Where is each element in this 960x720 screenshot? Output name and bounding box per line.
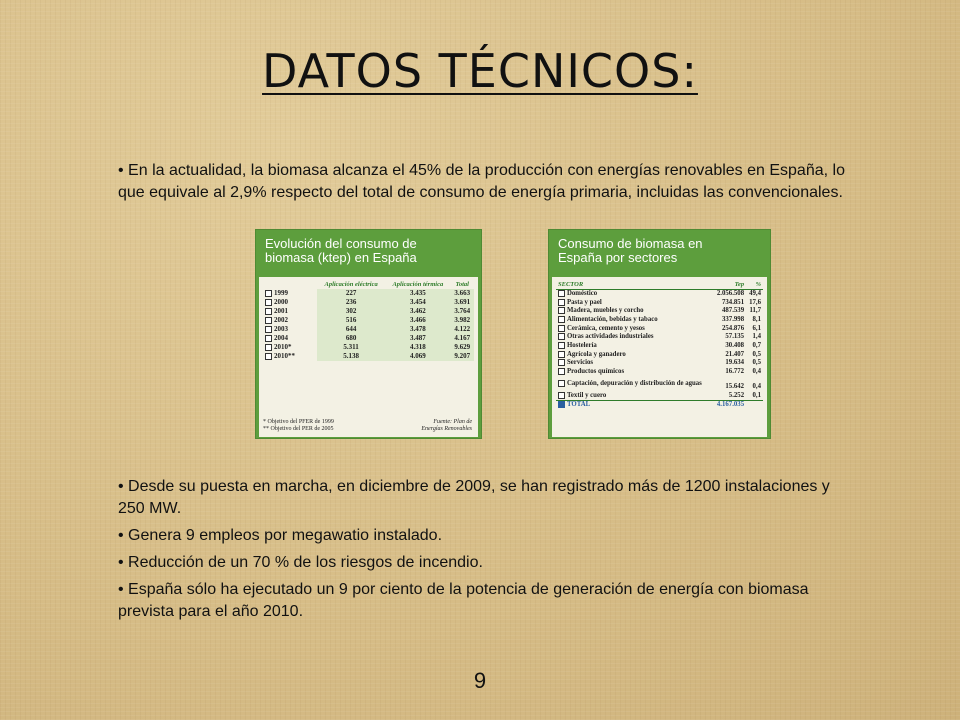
table1-row <box>263 289 474 298</box>
pct-cell: 1,4 <box>752 333 761 341</box>
biomass-evolution-table-image <box>256 230 481 438</box>
tep-cell: 2.056.508 <box>716 290 745 298</box>
table1-body <box>259 277 478 437</box>
bullet-item: • Genera 9 empleos por megawatio instalado. <box>118 527 443 544</box>
tep-cell: 337.998 <box>722 316 745 323</box>
term-cell: 4.318 <box>385 343 450 352</box>
pct-cell: 17,6 <box>749 298 761 306</box>
table1-col-elec: Aplicación eléctrica <box>324 281 378 288</box>
sector-cell: Captación, depuración y distribución de aguas <box>556 377 713 392</box>
tep-cell: 487.539 <box>722 307 745 315</box>
table1-grid <box>263 280 474 361</box>
pct-cell: 0,4 <box>752 367 761 375</box>
table1-source-line2: Energías Renovables <box>421 426 472 432</box>
table2-title <box>552 233 767 277</box>
pct-cell: 0,5 <box>752 359 761 367</box>
sector-cell: Doméstico <box>556 290 713 299</box>
table1-row <box>263 316 474 325</box>
table1-row <box>263 307 474 316</box>
table2-col-sector: SECTOR <box>556 280 713 290</box>
bullet-item: • Desde su puesta en marcha, en diciembre de 2009, se han registrado más de 1200 instalaciones y 250 MW. <box>118 478 830 517</box>
term-cell: 3.478 <box>385 325 450 334</box>
tep-cell: 21.407 <box>725 350 745 358</box>
table2-title-line1: Consumo de biomasa en <box>558 236 703 251</box>
elec-cell: 680 <box>317 334 385 343</box>
tep-cell: 19.634 <box>725 359 745 367</box>
pct-cell: 8,1 <box>752 316 761 323</box>
pct-cell: 0,1 <box>752 391 761 399</box>
table1-title-line2: biomasa (ktep) en España <box>265 250 417 265</box>
table2-row <box>556 392 763 401</box>
table2-row <box>556 333 763 342</box>
year-cell: 2010* <box>263 343 317 352</box>
term-cell: 3.454 <box>385 298 450 307</box>
elec-cell: 5.138 <box>317 352 385 361</box>
elec-cell: 302 <box>317 307 385 316</box>
table1-year-header <box>263 280 317 289</box>
page-number: 9 <box>473 668 487 693</box>
table2-col-pct: % <box>746 280 763 290</box>
table2-col-tep: Tep <box>713 280 746 290</box>
table1-row <box>263 352 474 361</box>
year-cell: 2003 <box>263 325 317 334</box>
total-cell: 9.207 <box>450 352 474 361</box>
term-cell: 3.466 <box>385 316 450 325</box>
pct-cell: 0,7 <box>752 341 761 349</box>
table2-row <box>556 316 763 325</box>
year-cell: 2004 <box>263 334 317 343</box>
total-cell: 4.122 <box>450 325 474 334</box>
sector-cell: Pasta y pael <box>556 299 713 308</box>
tep-cell: 15.642 <box>725 382 745 390</box>
table1-row <box>263 325 474 334</box>
tep-cell: 5.252 <box>728 391 745 399</box>
total-cell: 3.982 <box>450 316 474 325</box>
total-cell: 9.629 <box>450 343 474 352</box>
table1-row <box>263 334 474 343</box>
total-cell: 3.663 <box>450 289 474 298</box>
pct-cell: 11,7 <box>749 307 761 315</box>
tep-cell: 30.408 <box>725 341 745 349</box>
sector-cell: Productos químicos <box>556 368 713 377</box>
table1-note-1: * Objetivo del PFER de 1999 <box>263 419 334 425</box>
table1-col-total: Total <box>455 281 469 288</box>
term-cell: 4.069 <box>385 352 450 361</box>
table2-row <box>556 325 763 334</box>
table2-row <box>556 299 763 308</box>
term-cell: 3.435 <box>385 289 450 298</box>
elec-cell: 227 <box>317 289 385 298</box>
total-pct-cell <box>746 401 763 410</box>
tep-cell: 16.772 <box>725 367 745 375</box>
year-cell: 2001 <box>263 307 317 316</box>
table1-notes <box>263 419 334 433</box>
table2-row <box>556 377 763 392</box>
sector-cell: Servicios <box>556 359 713 368</box>
sector-cell: Cerámica, cemento y yesos <box>556 325 713 334</box>
table1-source-line1: Fuente: Plan de <box>433 419 472 425</box>
term-cell: 3.462 <box>385 307 450 316</box>
bullet-item: • España sólo ha ejecutado un 9 por ciento de la potencia de generación de energía con biomasa prevista para el año 2010. <box>118 581 809 620</box>
year-cell: 2000 <box>263 298 317 307</box>
elec-cell: 236 <box>317 298 385 307</box>
table1-source <box>421 419 472 433</box>
tep-cell: 734.851 <box>722 298 745 306</box>
total-cell: 3.764 <box>450 307 474 316</box>
table1-row <box>263 298 474 307</box>
table2-title-line2: España por sectores <box>558 250 678 265</box>
year-cell: 1999 <box>263 289 317 298</box>
table2-row <box>556 351 763 360</box>
sector-cell: Otras actividades industriales <box>556 333 713 342</box>
tep-cell: 57.135 <box>725 333 745 341</box>
sector-cell: Textil y cuero <box>556 392 713 401</box>
pct-cell: 0,5 <box>752 350 761 358</box>
pct-cell: 49,4 <box>749 290 761 298</box>
table2-row <box>556 342 763 351</box>
table2-row <box>556 368 763 377</box>
year-cell: 2002 <box>263 316 317 325</box>
table2-row <box>556 290 763 299</box>
table1-col-term: Aplicación térmica <box>392 281 444 288</box>
table2-row <box>556 359 763 368</box>
table2-grid <box>556 280 763 410</box>
table2-row <box>556 307 763 316</box>
total-cell: 3.691 <box>450 298 474 307</box>
sector-cell: Hostelería <box>556 342 713 351</box>
sector-cell: Madera, muebles y corcho <box>556 307 713 316</box>
table2-body <box>552 277 767 437</box>
year-cell: 2010** <box>263 352 317 361</box>
bullet-item: • Reducción de un 70 % de los riesgos de incendio. <box>118 554 483 571</box>
slide-title: DATOS TÉCNICOS: <box>262 44 698 98</box>
elec-cell: 516 <box>317 316 385 325</box>
total-label-cell: TOTAL <box>556 401 713 410</box>
term-cell: 3.487 <box>385 334 450 343</box>
elec-cell: 5.311 <box>317 343 385 352</box>
biomass-sectors-table-image <box>549 230 770 438</box>
sector-cell: Alimentación, bebidas y tabaco <box>556 316 713 325</box>
tep-cell: 254.876 <box>722 324 745 332</box>
pct-cell: 0,4 <box>752 382 761 390</box>
total-value-cell: 4.167.035 <box>713 401 746 410</box>
total-cell: 4.167 <box>450 334 474 343</box>
pct-cell: 6,1 <box>752 324 761 332</box>
sector-cell: Agrícola y ganadero <box>556 351 713 360</box>
table1-title <box>259 233 478 277</box>
table1-title-line1: Evolución del consumo de <box>265 236 417 251</box>
table2-total-row <box>556 401 763 410</box>
elec-cell: 644 <box>317 325 385 334</box>
table1-row <box>263 343 474 352</box>
bullet-list <box>118 476 858 628</box>
table1-note-2: ** Objetivo del PER de 2005 <box>263 426 334 432</box>
intro-paragraph: • En la actualidad, la biomasa alcanza el 45% de la producción con energías renovables en España, lo que equivale al 2,9% respecto del total de consumo de energía primaria, incluidas las convencionales. <box>118 162 845 201</box>
